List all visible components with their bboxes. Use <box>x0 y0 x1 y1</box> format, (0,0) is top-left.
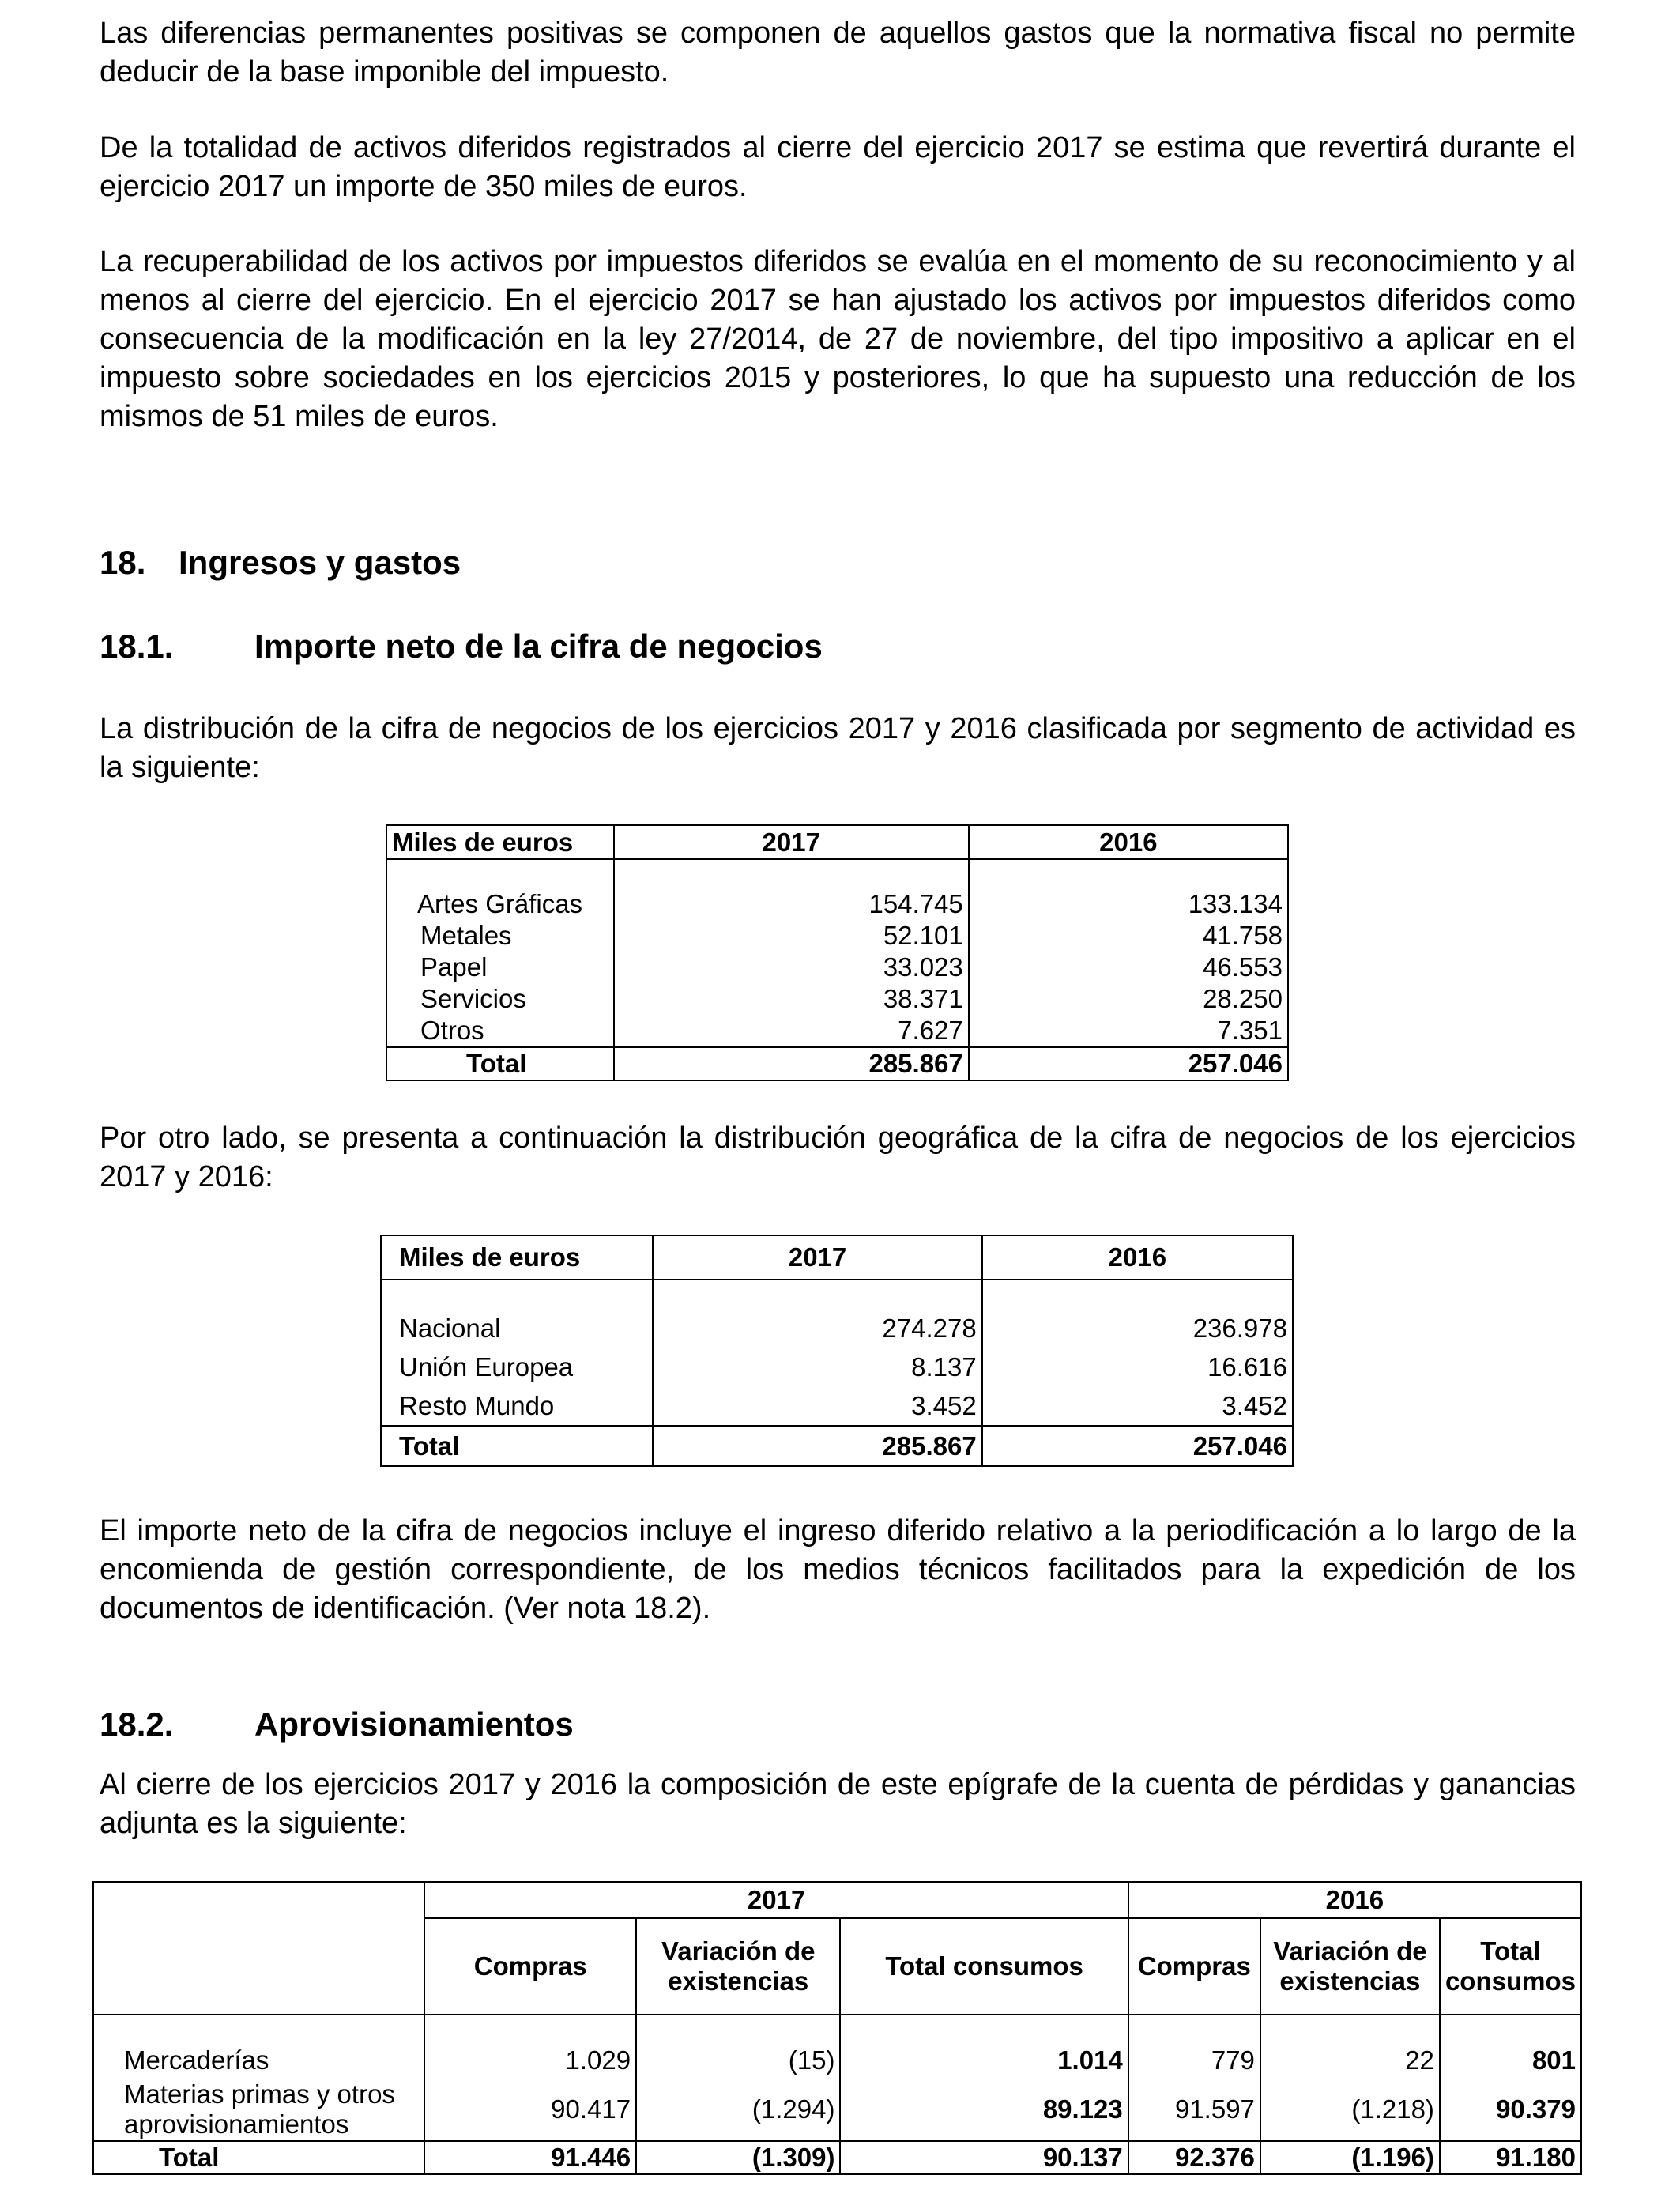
column-header: Total consumos <box>840 1918 1128 2015</box>
column-header: 2016 <box>982 1235 1293 1280</box>
table-total-row <box>381 1426 1293 1466</box>
paragraph-deferred-assets: De la totalidad de activos diferidos registrados al cierre del ejercicio 2017 se estima que revertirá durante el ejercicio 2017 un importe de 350 miles de euros. <box>100 131 1576 203</box>
year-header: 2017 <box>424 1882 1128 1918</box>
year-header: 2016 <box>1128 1882 1581 1918</box>
row-label: Otros <box>386 1015 614 1047</box>
section-number: 18.1. <box>100 628 174 665</box>
table-row <box>381 1309 1293 1348</box>
paragraph-recoverability: La recuperabilidad de los activos por impuestos diferidos se evalúa en el momento de su reconocimiento y al menos al cierre del ejercicio. En el ejercicio 2017 se han ajustado los activos por impuestos diferidos como consecuencia de la modificación en la ley 27/2014, de 27 de noviembre, del tipo impositivo a aplicar en el impuesto sobre sociedades en los ejercicios 2015 y posteriores, lo que ha supuesto una reducción de los mismos de 51 miles de euros. <box>100 245 1576 433</box>
cell-value: 33.023 <box>614 952 969 983</box>
cell-value: 257.046 <box>969 1047 1288 1080</box>
cell-value: 801 <box>1440 2042 1581 2079</box>
spacer-row <box>93 2015 1581 2042</box>
cell-value: 41.758 <box>969 920 1288 952</box>
column-header: 2017 <box>614 825 969 859</box>
cell-value: 133.134 <box>969 888 1288 920</box>
cell-value: 90.379 <box>1440 2079 1581 2141</box>
paragraph-deferred-income: El importe neto de la cifra de negocios incluye el ingreso diferido relativo a la periodificación a lo largo de la encomienda de gestión correspondiente, de los medios técnicos facilitados para la expedición de los documentos de identificación. (Ver nota 18.2). <box>100 1514 1576 1625</box>
table-row <box>381 1348 1293 1386</box>
cell-value: 8.137 <box>653 1348 981 1386</box>
cell-value: 3.452 <box>653 1386 981 1426</box>
section-title: Importe neto de la cifra de negocios <box>254 628 823 665</box>
section-number: 18.2. <box>100 1706 174 1743</box>
row-label: Papel <box>386 952 614 983</box>
cell-value: 91.446 <box>424 2141 636 2174</box>
column-header: Compras <box>1128 1918 1260 2015</box>
table-header-row <box>386 825 1288 859</box>
spacer-row <box>386 859 1288 888</box>
section-heading-18 <box>100 544 461 582</box>
table-row <box>386 983 1288 1015</box>
row-label: Materias primas y otros aprovisionamientos <box>93 2079 424 2141</box>
cell-value: 285.867 <box>614 1047 969 1080</box>
row-label: Nacional <box>381 1309 653 1348</box>
table-header-row <box>381 1235 1293 1280</box>
spacer-row <box>381 1280 1293 1309</box>
paragraph-geo-intro: Por otro lado, se presenta a continuación la distribución geográfica de la cifra de negocios de los ejercicios 2017 y 2016: <box>100 1122 1576 1193</box>
segment-revenue-table <box>386 824 1289 1081</box>
paragraph-aprov-intro: Al cierre de los ejercicios 2017 y 2016 la composición de este epígrafe de la cuenta de pérdidas y ganancias adjunta es la siguiente: <box>100 1768 1576 1840</box>
section-heading-18-1 <box>100 628 823 665</box>
cell-value: (1.294) <box>636 2079 840 2141</box>
cell-value: 90.417 <box>424 2079 636 2141</box>
cell-value: (15) <box>636 2042 840 2079</box>
table-row <box>381 1386 1293 1426</box>
cell-value: 285.867 <box>653 1426 981 1466</box>
cell-value: 16.616 <box>982 1348 1293 1386</box>
row-label: Total <box>386 1047 614 1080</box>
cell-value: 89.123 <box>840 2079 1128 2141</box>
cell-value: 257.046 <box>982 1426 1293 1466</box>
section-heading-18-2 <box>100 1706 574 1744</box>
column-header: Compras <box>424 1918 636 2015</box>
cell-value: 7.351 <box>969 1015 1288 1047</box>
row-label: Mercaderías <box>93 2042 424 2079</box>
row-label: Total <box>381 1426 653 1466</box>
row-label: Metales <box>386 920 614 952</box>
cell-value: 1.029 <box>424 2042 636 2079</box>
cell-value: 154.745 <box>614 888 969 920</box>
table-row <box>93 2042 1581 2079</box>
column-header: 2016 <box>969 825 1288 859</box>
row-label: Servicios <box>386 983 614 1015</box>
cell-value: 7.627 <box>614 1015 969 1047</box>
paragraph-segment-intro: La distribución de la cifra de negocios de los ejercicios 2017 y 2016 clasificada por segmento de actividad es la siguiente: <box>100 712 1576 784</box>
table-year-header-row <box>93 1882 1581 1918</box>
column-header: 2017 <box>653 1235 981 1280</box>
cell-value: 3.452 <box>982 1386 1293 1426</box>
cell-value: 46.553 <box>969 952 1288 983</box>
table-row <box>386 888 1288 920</box>
table-row <box>93 2079 1581 2141</box>
column-header: Variación de existencias <box>636 1918 840 2015</box>
aprovisionamientos-table <box>92 1881 1582 2175</box>
cell-value: 90.137 <box>840 2141 1128 2174</box>
paragraph-permanent-differences: Las diferencias permanentes positivas se componen de aquellos gastos que la normativa fiscal no permite deducir de la base imponible del impuesto. <box>100 17 1576 89</box>
table-row <box>386 1015 1288 1047</box>
row-label: Total <box>93 2141 424 2174</box>
cell-value: 1.014 <box>840 2042 1128 2079</box>
column-header: Miles de euros <box>386 825 614 859</box>
geographic-revenue-table <box>380 1235 1294 1467</box>
cell-value: 38.371 <box>614 983 969 1015</box>
row-label: Unión Europea <box>381 1348 653 1386</box>
table-row <box>386 920 1288 952</box>
cell-value: 52.101 <box>614 920 969 952</box>
section-number: 18. <box>100 544 146 581</box>
cell-value: 236.978 <box>982 1309 1293 1348</box>
cell-value: 779 <box>1128 2042 1260 2079</box>
table-total-row <box>93 2141 1581 2174</box>
cell-value: 91.180 <box>1440 2141 1581 2174</box>
table-total-row <box>386 1047 1288 1080</box>
cell-value: 22 <box>1260 2042 1440 2079</box>
column-header: Miles de euros <box>381 1235 653 1280</box>
section-title: Ingresos y gastos <box>179 544 461 581</box>
cell-value: 274.278 <box>653 1309 981 1348</box>
table-row <box>386 952 1288 983</box>
cell-value: 91.597 <box>1128 2079 1260 2141</box>
column-header: Variación de existencias <box>1260 1918 1440 2015</box>
cell-value: 92.376 <box>1128 2141 1260 2174</box>
cell-value: (1.196) <box>1260 2141 1440 2174</box>
cell-value: (1.309) <box>636 2141 840 2174</box>
row-label: Artes Gráficas <box>386 888 614 920</box>
row-label: Resto Mundo <box>381 1386 653 1426</box>
section-title: Aprovisionamientos <box>254 1706 574 1743</box>
empty-header-cell <box>93 1882 424 2015</box>
column-header: Total consumos <box>1440 1918 1581 2015</box>
cell-value: (1.218) <box>1260 2079 1440 2141</box>
cell-value: 28.250 <box>969 983 1288 1015</box>
